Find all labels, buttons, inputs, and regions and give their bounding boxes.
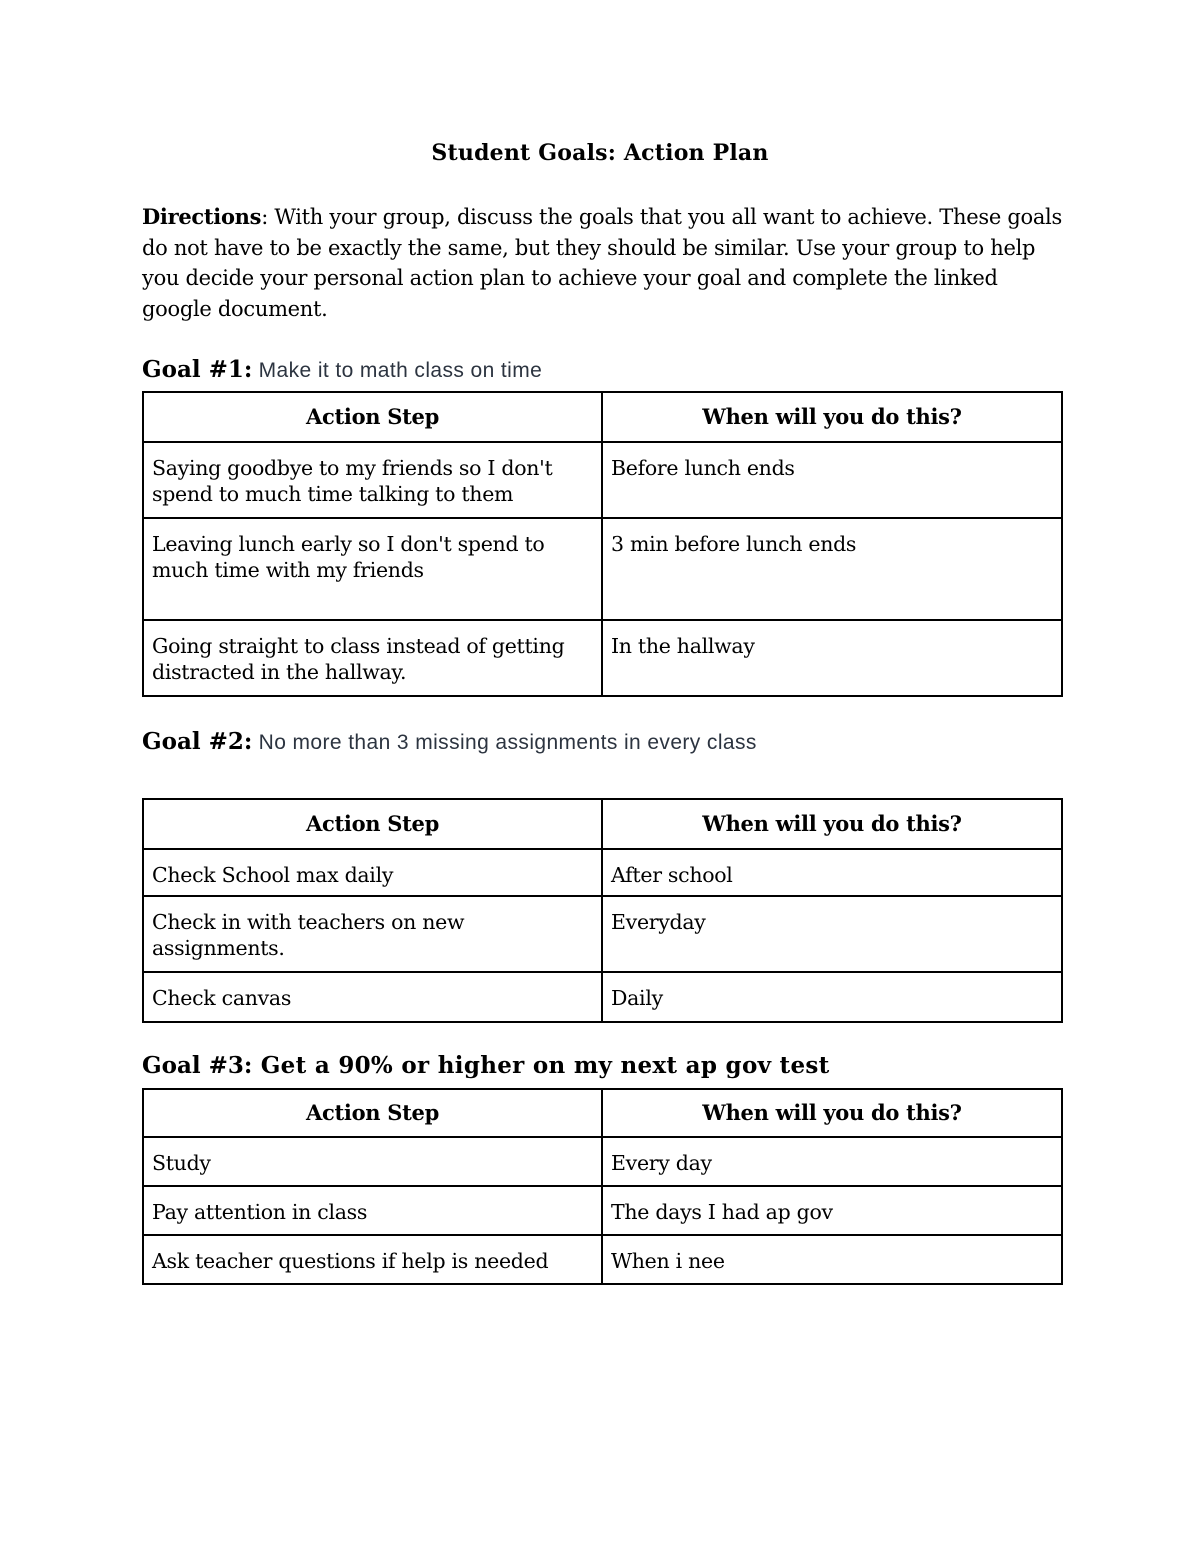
action-step-cell[interactable]: Going straight to class instead of getting distracted in the hallway. xyxy=(143,620,602,696)
goal-2-table xyxy=(142,798,1063,1023)
action-step-cell[interactable]: Check School max daily xyxy=(143,849,602,896)
table-row xyxy=(143,1137,1062,1186)
when-cell[interactable]: After school xyxy=(602,849,1062,896)
goal-1-label: Goal #1: xyxy=(142,356,253,383)
action-step-cell[interactable]: Ask teacher questions if help is needed xyxy=(143,1235,602,1284)
when-cell[interactable]: Before lunch ends xyxy=(602,442,1062,518)
table-row xyxy=(143,849,1062,896)
table-row xyxy=(143,972,1062,1022)
goal-1-heading xyxy=(142,356,1062,383)
when-cell[interactable]: Everyday xyxy=(602,896,1062,972)
when-cell[interactable]: The days I had ap gov xyxy=(602,1186,1062,1235)
table-row xyxy=(143,1235,1062,1284)
when-cell[interactable]: 3 min before lunch ends xyxy=(602,518,1062,620)
goal-3-text: Get a 90% or higher on my next ap gov test xyxy=(252,1052,830,1079)
goal-3-table xyxy=(142,1088,1063,1285)
column-header-action-step: Action Step xyxy=(143,799,602,849)
table-header-row xyxy=(143,392,1062,442)
column-header-when: When will you do this? xyxy=(602,1089,1062,1137)
table-header-row xyxy=(143,1089,1062,1137)
page-title: Student Goals: Action Plan xyxy=(431,140,769,166)
goal-2-label: Goal #2: xyxy=(142,728,253,755)
action-step-cell[interactable]: Pay attention in class xyxy=(143,1186,602,1235)
table-row xyxy=(143,1186,1062,1235)
goal-3-label: Goal #3: xyxy=(142,1052,253,1079)
when-cell[interactable]: In the hallway xyxy=(602,620,1062,696)
goal-3-heading xyxy=(142,1052,1062,1079)
action-step-cell[interactable]: Saying goodbye to my friends so I don't spend to much time talking to them xyxy=(143,442,602,518)
table-row xyxy=(143,518,1062,620)
goal-1-table xyxy=(142,391,1063,697)
action-step-cell[interactable]: Leaving lunch early so I don't spend to much time with my friends xyxy=(143,518,602,620)
when-cell[interactable]: Daily xyxy=(602,972,1062,1022)
when-cell[interactable]: Every day xyxy=(602,1137,1062,1186)
table-row xyxy=(143,620,1062,696)
table-row xyxy=(143,442,1062,518)
goal-1-text: Make it to math class on time xyxy=(252,359,543,382)
goal-2-heading xyxy=(142,728,1062,755)
action-step-cell[interactable]: Check canvas xyxy=(143,972,602,1022)
column-header-action-step: Action Step xyxy=(143,392,602,442)
column-header-action-step: Action Step xyxy=(143,1089,602,1137)
table-header-row xyxy=(143,799,1062,849)
goal-2-text: No more than 3 missing assignments in every class xyxy=(252,731,757,754)
column-header-when: When will you do this? xyxy=(602,392,1062,442)
directions-label: Directions xyxy=(142,204,262,229)
action-step-cell[interactable]: Study xyxy=(143,1137,602,1186)
table-row xyxy=(143,896,1062,972)
column-header-when: When will you do this? xyxy=(602,799,1062,849)
directions-paragraph xyxy=(142,202,1062,324)
action-step-cell[interactable]: Check in with teachers on new assignments. xyxy=(143,896,602,972)
when-cell[interactable]: When i nee xyxy=(602,1235,1062,1284)
directions-text: : With your group, discuss the goals that you all want to achieve. These goals do not have to be exactly the same, but they should be similar. Use your group to help you decide your personal action plan to achieve your goal and complete the linked google document. xyxy=(142,205,1062,321)
